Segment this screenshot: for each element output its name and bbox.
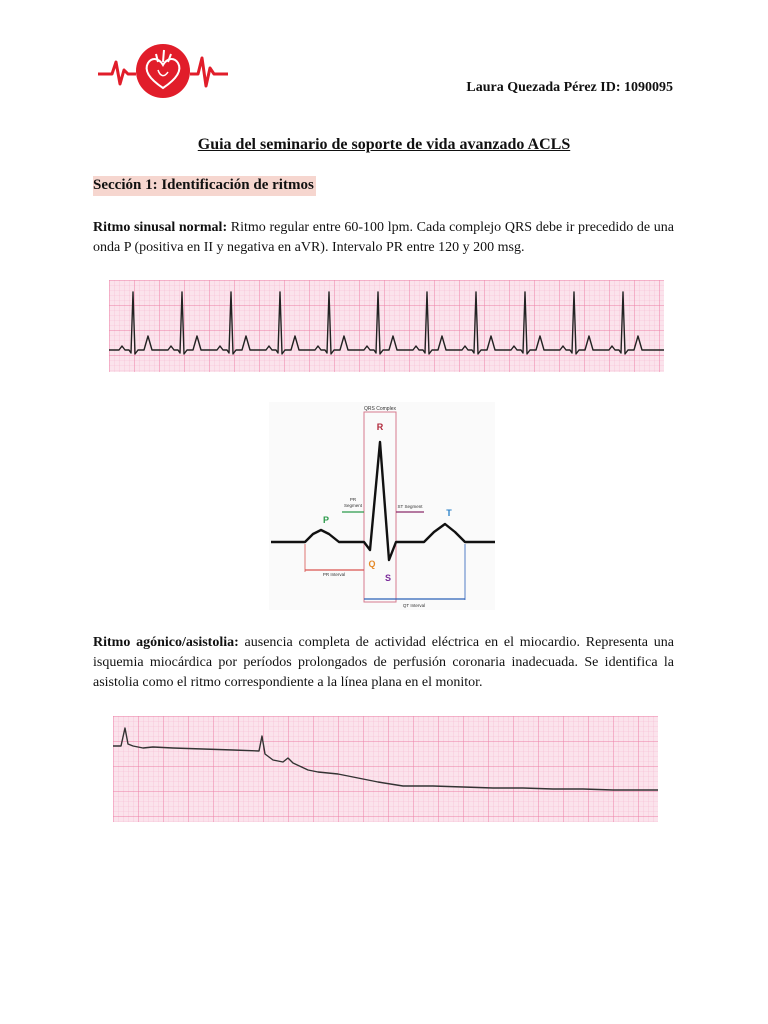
- document-title: Guia del seminario de soporte de vida avanzado ACLS: [197, 136, 571, 153]
- qrs-complex-label: QRS Complex: [364, 406, 396, 412]
- normal-sinus-ecg-strip: [109, 280, 664, 372]
- pr-interval-label: PR Interval: [322, 572, 346, 577]
- heart-ecg-logo-icon: [98, 40, 228, 102]
- pr-segment-label-1: PR: [349, 497, 357, 502]
- asystole-ecg-strip: [113, 716, 658, 822]
- p-wave-label: P: [322, 515, 330, 525]
- ecg-waveform-diagram: [269, 402, 495, 610]
- q-wave-label: Q: [368, 559, 376, 569]
- asystole-description: ausencia completa de actividad eléctrica en el miocardio. Representa una isquemia miocárdica por períodos prolongados de perfusión coronaria inadecuada. Se identifica la asistolia como el ritmo correspondiente a la línea plana en el monitor.: [93, 635, 674, 690]
- t-wave-label: T: [446, 508, 452, 518]
- qt-interval-label: QT Interval: [402, 603, 426, 608]
- author-id-line: Laura Quezada Pérez ID: 1090095: [466, 80, 673, 95]
- normal-sinus-rhythm-term: Ritmo sinusal normal:: [93, 220, 228, 235]
- s-wave-label: S: [384, 573, 392, 583]
- section-heading: Sección 1: Identificación de ritmos: [93, 176, 316, 196]
- st-segment-label: ST Segment: [397, 504, 423, 509]
- normal-sinus-rhythm-paragraph: [93, 218, 674, 258]
- normal-sinus-rhythm-description: Ritmo regular entre 60-100 lpm. Cada complejo QRS debe ir precedido de una onda P (positiva en II y negativa en aVR). Intervalo PR entre 120 y 200 msg.: [93, 220, 674, 255]
- r-wave-label: R: [376, 422, 384, 432]
- asystole-term: Ritmo agónico/asistolia:: [93, 635, 239, 650]
- pr-segment-label-2: Segment: [343, 503, 363, 508]
- asystole-paragraph: [93, 633, 674, 693]
